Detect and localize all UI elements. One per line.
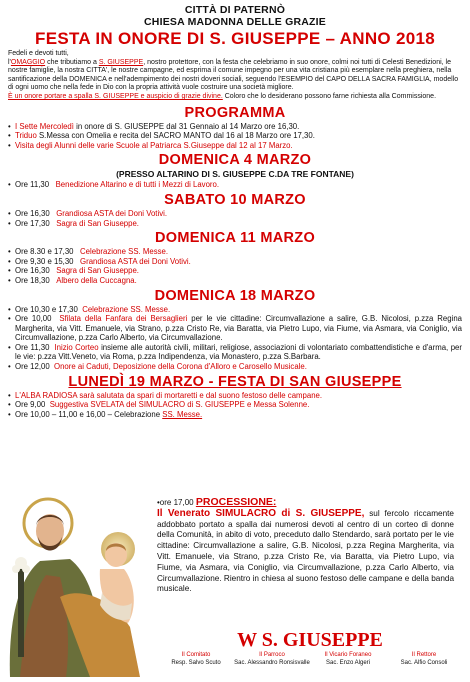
item-time: Ore 18,30 xyxy=(15,275,50,285)
item-text: Suggestiva SVELATA del SIMULACRO di S. GIUSEPPE e Messa Solenne. xyxy=(49,400,310,410)
saint-joseph-statue-icon xyxy=(0,497,150,677)
item-time: Ore 11,30 xyxy=(15,342,50,352)
list-item xyxy=(8,209,462,219)
list-item xyxy=(8,410,462,420)
processione-time: •ore 17,00 xyxy=(157,498,194,507)
list-item xyxy=(8,400,462,410)
processione-venerato: Il Venerato SIMULACRO di S. GIUSEPPE, xyxy=(157,507,365,519)
signature-parroco xyxy=(234,652,310,667)
intro-text xyxy=(8,50,462,102)
intro-saint: S. GIUSEPPE xyxy=(98,58,144,66)
item-text: Celebrazione SS. Messe. xyxy=(82,304,171,314)
intro-omaggio: OMAGGIO xyxy=(10,58,46,66)
intro-note xyxy=(8,93,462,102)
signature-vicario xyxy=(310,652,386,667)
list-item xyxy=(8,314,462,343)
item-text: al Patriarca S.Giuseppe dal 12 al 17 Marzo. xyxy=(139,140,293,150)
item-text: Albero della Cuccagna. xyxy=(56,275,137,285)
item-time: Ore 16,30 xyxy=(15,208,50,218)
item-text: Grandiosa ASTA dei Doni Votivi. xyxy=(56,208,167,218)
intro-text-b: che tributiamo a xyxy=(45,58,99,66)
item-text: Benedizione Altarino e di tutti i Mezzi di Lavoro. xyxy=(55,180,220,190)
signature-name: Resp. Salvo Scuto xyxy=(171,659,221,666)
item-time: Ore 11,30 xyxy=(15,180,50,190)
saint-joseph-image xyxy=(0,497,150,677)
signature-name: Sac. Enzo Algeri xyxy=(325,659,371,666)
item-detail: per le vie cittadine: Circumvallazione a salire, G.B. Nicolosi, p.zza Regina Margherita, via Vitt. Emanuele, via Strano, p.zza Cristo Re, via Baratta, via Pietro Lupo, via Fiume, via Asmara, via Coniglio, via Circumvallazione, p.zza Carlo Alberto, via Circumvallazione. xyxy=(15,314,462,343)
item-text: Sfilata della Fanfara dei Bersaglieri xyxy=(59,314,188,324)
signature-role: Il Parroco xyxy=(259,652,285,658)
list-item xyxy=(8,122,462,132)
item-time: Ore 16,30 xyxy=(15,266,50,276)
signature-name: Sac. Alessandro Ronsisvalle xyxy=(234,659,310,666)
item-time: Ore 8.30 e 17,30 xyxy=(15,247,74,257)
item-text: Celebrazione SS. Messe. xyxy=(80,247,169,257)
list-item xyxy=(8,266,462,276)
intro-paragraph xyxy=(8,59,462,93)
processione-text: sul fercolo riccamente addobbato portato a spalla dai numerosi devoti al centro di un corteo di donne della Comunità, in abito di voto, preceduto dallo Stendardo, sarà portato per le vie cittadine: Circumvallazione a salire, G.B. Nicolosi, p.zza Regina Margherita, via Vitt. Emanuele, via Strano, p.zza Cristo Re, via Baratta, via Pietro Lupo, via Fiume, via Asmara, via Coniglio, via Circumvallazione, p.zza Carlo Alberto, via Circumvallazione. Rientro in chiesa al suono festoso delle campane e della banda musicale. xyxy=(157,508,454,594)
closing-title: W S. GIUSEPPE xyxy=(237,629,383,651)
processione-block xyxy=(157,497,454,595)
intro-note-end: Coloro che lo desiderano possono farne richiesta alla Commissione. xyxy=(222,92,437,100)
list-item xyxy=(8,141,462,151)
intro-text-c: , nostro protettore, con la festa che celebriamo in suo onore, colmi noi tutti di Celesti Benedizioni, le nostre famiglie, la nostra CITTA', le nostre campagne, ed esprima il comune impegno per una vita cristiana più esemplare nella preghiera, nella santificazione della DOMENICA e nell'adempimento dei nostri doveri sociali, seguendo l'ESEMPIO del CAPO DELLA SACRA FAMIGLIA, modello di ogni uomo che nella fede in Dio con la propria attività vuole costruire una società migliore. xyxy=(8,58,459,92)
item-time: Ore 9,00 xyxy=(15,400,46,410)
item-label: Triduo xyxy=(15,131,37,141)
signature-rettore xyxy=(386,652,462,667)
item-text: S.Messa con Omelia e recita del SACRO MANTO dal 16 al 18 Marzo ore 17,30. xyxy=(36,131,315,141)
list-item xyxy=(8,247,462,257)
signature-comitato xyxy=(158,652,234,667)
item-time: Ore 10,00 xyxy=(15,314,52,324)
dom4-list xyxy=(8,180,462,190)
item-text: Grandiosa ASTA dei Doni Votivi. xyxy=(80,256,191,266)
item-time: Ore 12,00 xyxy=(15,362,50,372)
list-item xyxy=(8,305,462,315)
list-item xyxy=(8,391,462,401)
dom11-list xyxy=(8,247,462,285)
item-label: Visita degli Alunni delle varie Scuole xyxy=(15,140,140,150)
list-item xyxy=(8,131,462,141)
item-label: I Sette Mercoledì xyxy=(15,121,74,131)
sab10-list xyxy=(8,209,462,228)
list-item xyxy=(8,276,462,286)
item-text: in onore di S. GIUSEPPE dal 31 Gennaio al 14 Marzo ore 16,30. xyxy=(73,121,300,131)
item-time: Ore 10,30 e 17,30 xyxy=(15,304,78,314)
item-text: Inizio Corteo xyxy=(54,342,99,352)
church-name: CHIESA MADONNA DELLE GRAZIE xyxy=(144,16,326,28)
closing-block xyxy=(0,629,470,667)
item-detail: insieme alle autorità civili, militari, religiose, associazioni di volontariato combattendistiche e d'arma, per le vie: p.zza Vitt.Veneto, via Roma, p.zza Indipendenza, via Monastero, p.zza S.Barbara. xyxy=(15,342,462,362)
intro-greeting: Fedeli e devoti tutti, xyxy=(8,50,69,57)
signatures xyxy=(0,652,470,667)
item-text: SS. Messe. xyxy=(162,409,203,419)
programma-title: PROGRAMMA xyxy=(184,104,286,121)
item-text: Sagra di San Giuseppe. xyxy=(56,266,139,276)
signature-role: Il Rettore xyxy=(411,652,437,658)
festival-flyer xyxy=(8,4,462,419)
item-time: Ore 17,30 xyxy=(15,218,50,228)
dom18-list xyxy=(8,305,462,372)
section-title-sab10: SABATO 10 MARZO xyxy=(164,191,306,208)
section-title-dom11: DOMENICA 11 MARZO xyxy=(154,230,316,247)
lun19-list xyxy=(8,391,462,420)
signature-role: Il Comitato xyxy=(181,652,211,658)
item-text: Onore ai Caduti, Deposizione della Corona d'Alloro e Carosello Musicale. xyxy=(54,362,307,372)
city-name: CITTÀ DI PATERNÒ xyxy=(184,4,286,16)
section-title-dom18: DOMENICA 18 MARZO xyxy=(154,287,316,304)
signature-role: Il Vicario Foraneo xyxy=(324,652,372,658)
section-subtitle-dom4: (PRESSO ALTARINO DI S. GIUSEPPE C.DA TRE FONTANE) xyxy=(116,169,354,180)
item-time: Ore 10,00 – 11,00 e 16,00 – Celebrazione xyxy=(15,409,161,419)
item-text: L'ALBA RADIOSA sarà salutata da spari di mortaretti e dal suono festoso delle campane. xyxy=(15,390,323,400)
programma-list xyxy=(8,122,462,151)
list-item xyxy=(8,343,462,362)
item-time: Ore 9,30 e 15,30 xyxy=(15,256,74,266)
list-item xyxy=(8,362,462,372)
item-text: Sagra di San Giuseppe. xyxy=(56,218,139,228)
page-title: FESTA IN ONORE DI S. GIUSEPPE – ANNO 2018 xyxy=(35,29,435,48)
signature-name: Sac. Alfio Consoli xyxy=(400,659,448,666)
list-item xyxy=(8,257,462,267)
intro-text-a: l' xyxy=(8,58,11,66)
intro-red-note: È un onore portare a spalla S. GIUSEPPE e auspicio di grazie divine. xyxy=(8,92,223,100)
list-item xyxy=(8,219,462,229)
section-title-dom4: DOMENICA 4 MARZO xyxy=(158,152,312,169)
list-item xyxy=(8,180,462,190)
section-title-lun19: LUNEDÌ 19 MARZO - FESTA DI SAN GIUSEPPE xyxy=(68,373,402,390)
processione-label: PROCESSIONE: xyxy=(195,496,277,508)
